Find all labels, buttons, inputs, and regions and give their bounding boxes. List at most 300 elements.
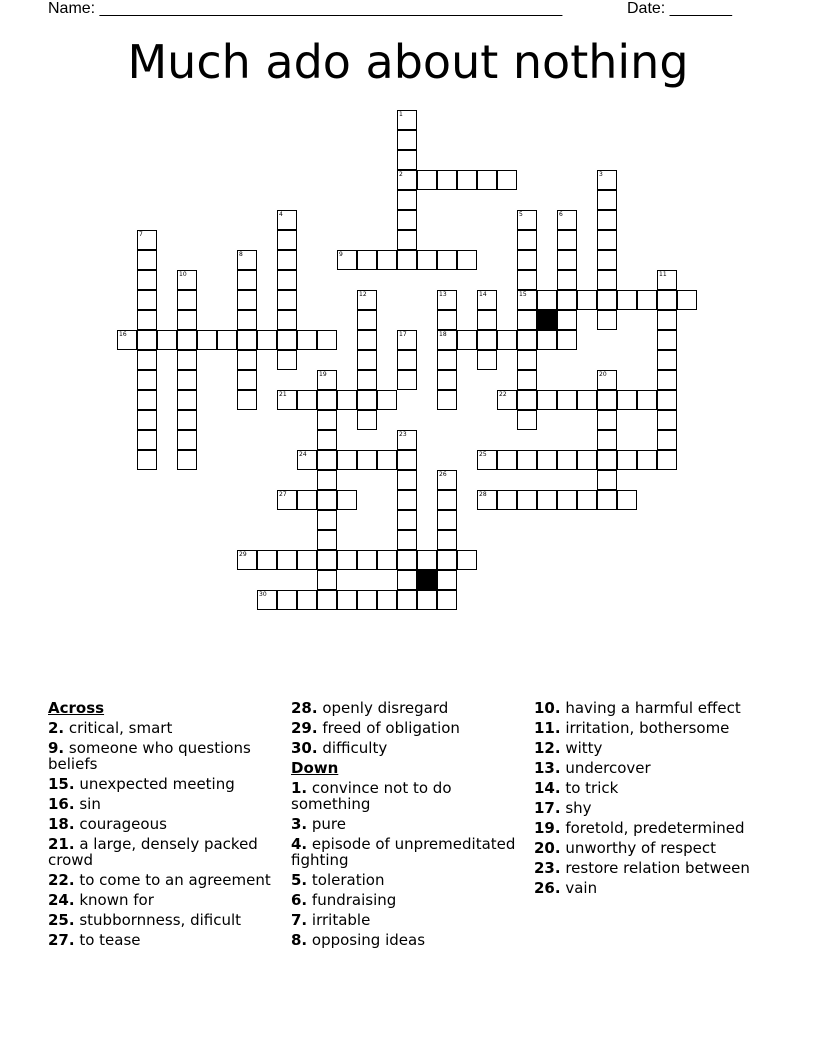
grid-cell[interactable] — [577, 290, 597, 310]
grid-cell[interactable] — [317, 490, 337, 510]
grid-cell[interactable] — [237, 250, 257, 270]
grid-cell[interactable] — [397, 570, 417, 590]
clue-number-label: 19. — [534, 819, 561, 837]
grid-cell[interactable] — [517, 270, 537, 290]
grid-cell[interactable] — [557, 490, 577, 510]
clue-number: 27 — [279, 491, 287, 498]
clue-number: 12 — [359, 291, 367, 298]
grid-cell[interactable] — [617, 390, 637, 410]
grid-cell[interactable] — [237, 290, 257, 310]
grid-cell[interactable] — [437, 470, 457, 490]
clue-text: unexpected meeting — [74, 775, 235, 793]
grid-cell[interactable] — [197, 330, 217, 350]
grid-cell[interactable] — [637, 450, 657, 470]
grid-cell[interactable] — [297, 490, 317, 510]
grid-cell[interactable] — [397, 370, 417, 390]
clue-number-label: 28. — [291, 699, 318, 717]
grid-cell[interactable] — [597, 290, 617, 310]
grid-cell[interactable] — [137, 450, 157, 470]
grid-cell[interactable] — [397, 230, 417, 250]
clue-item — [534, 800, 770, 816]
clue-item — [291, 780, 527, 812]
clue-number: 11 — [659, 271, 667, 278]
grid-cell[interactable] — [317, 390, 337, 410]
grid-cell[interactable] — [317, 410, 337, 430]
clue-number: 17 — [399, 331, 407, 338]
clue-text: unworthy of respect — [560, 839, 716, 857]
grid-cell[interactable] — [357, 350, 377, 370]
grid-cell[interactable] — [557, 270, 577, 290]
grid-cell[interactable] — [577, 450, 597, 470]
grid-cell[interactable] — [277, 350, 297, 370]
grid-cell[interactable] — [537, 490, 557, 510]
grid-cell[interactable] — [317, 370, 337, 390]
clue-text: someone who questions beliefs — [48, 739, 251, 773]
grid-cell[interactable] — [457, 250, 477, 270]
grid-cell[interactable] — [537, 330, 557, 350]
grid-black-square — [417, 570, 437, 590]
grid-cell[interactable] — [517, 250, 537, 270]
grid-cell[interactable] — [397, 590, 417, 610]
grid-cell[interactable] — [417, 550, 437, 570]
clue-number-label: 4. — [291, 835, 308, 853]
clue-item — [291, 740, 527, 756]
grid-cell[interactable] — [557, 290, 577, 310]
grid-cell[interactable] — [397, 130, 417, 150]
clue-number: 7 — [139, 231, 143, 238]
grid-cell[interactable] — [537, 390, 557, 410]
clue-number-label: 6. — [291, 891, 308, 909]
grid-cell[interactable] — [637, 390, 657, 410]
grid-cell[interactable] — [277, 590, 297, 610]
grid-cell[interactable] — [517, 390, 537, 410]
grid-cell[interactable] — [557, 310, 577, 330]
clue-item — [48, 720, 284, 736]
grid-cell[interactable] — [657, 270, 677, 290]
clue-item — [291, 700, 527, 716]
grid-cell[interactable] — [137, 270, 157, 290]
grid-cell[interactable] — [337, 390, 357, 410]
clue-number-label: 7. — [291, 911, 308, 929]
clue-text: restore relation between — [560, 859, 750, 877]
grid-cell[interactable] — [677, 290, 697, 310]
clue-item — [534, 820, 770, 836]
clue-item — [291, 836, 527, 868]
grid-cell[interactable] — [597, 490, 617, 510]
grid-cell[interactable] — [317, 330, 337, 350]
grid-cell[interactable] — [517, 230, 537, 250]
clue-text: witty — [560, 739, 603, 757]
grid-cell[interactable] — [657, 330, 677, 350]
clue-number-label: 27. — [48, 931, 75, 949]
grid-cell[interactable] — [557, 450, 577, 470]
grid-cell[interactable] — [137, 290, 157, 310]
grid-cell[interactable] — [277, 490, 297, 510]
grid-cell[interactable] — [437, 510, 457, 530]
grid-cell[interactable] — [337, 490, 357, 510]
grid-cell[interactable] — [137, 430, 157, 450]
grid-cell[interactable] — [477, 170, 497, 190]
clue-text: known for — [74, 891, 154, 909]
grid-cell[interactable] — [397, 450, 417, 470]
grid-cell[interactable] — [237, 550, 257, 570]
grid-cell[interactable] — [397, 210, 417, 230]
grid-cell[interactable] — [357, 390, 377, 410]
clue-text: a large, densely packed crowd — [48, 835, 258, 869]
clue-text: courageous — [74, 815, 167, 833]
clue-item — [291, 932, 527, 948]
clue-number-label: 12. — [534, 739, 561, 757]
grid-cell[interactable] — [497, 490, 517, 510]
grid-cell[interactable] — [597, 450, 617, 470]
grid-cell[interactable] — [357, 290, 377, 310]
grid-cell[interactable] — [517, 330, 537, 350]
clue-item — [534, 780, 770, 796]
grid-cell[interactable] — [417, 170, 437, 190]
clue-text: toleration — [307, 871, 385, 889]
grid-cell[interactable] — [277, 330, 297, 350]
grid-cell[interactable] — [397, 430, 417, 450]
grid-cell[interactable] — [177, 410, 197, 430]
clue-number: 23 — [399, 431, 407, 438]
clue-number: 10 — [179, 271, 187, 278]
grid-cell[interactable] — [477, 450, 497, 470]
grid-cell[interactable] — [357, 250, 377, 270]
grid-cell[interactable] — [417, 250, 437, 270]
grid-cell[interactable] — [177, 450, 197, 470]
grid-cell[interactable] — [517, 370, 537, 390]
clue-item — [48, 892, 284, 908]
grid-cell[interactable] — [517, 310, 537, 330]
grid-cell[interactable] — [137, 350, 157, 370]
grid-cell[interactable] — [137, 230, 157, 250]
grid-cell[interactable] — [377, 550, 397, 570]
grid-cell[interactable] — [137, 250, 157, 270]
grid-cell[interactable] — [377, 450, 397, 470]
grid-cell[interactable] — [337, 550, 357, 570]
grid-cell[interactable] — [437, 570, 457, 590]
date-field[interactable]: Date: _______ — [627, 0, 732, 17]
grid-cell[interactable] — [657, 390, 677, 410]
grid-cell[interactable] — [177, 370, 197, 390]
clue-number-label: 30. — [291, 739, 318, 757]
clue-number-label: 21. — [48, 835, 75, 853]
grid-cell[interactable] — [557, 230, 577, 250]
grid-cell[interactable] — [177, 270, 197, 290]
grid-cell[interactable] — [557, 250, 577, 270]
grid-cell[interactable] — [317, 550, 337, 570]
grid-cell[interactable] — [437, 550, 457, 570]
clue-number: 20 — [599, 371, 607, 378]
clue-number-label: 25. — [48, 911, 75, 929]
grid-cell[interactable] — [117, 330, 137, 350]
grid-cell[interactable] — [297, 390, 317, 410]
grid-cell[interactable] — [337, 450, 357, 470]
clue-number-label: 10. — [534, 699, 561, 717]
grid-cell[interactable] — [597, 390, 617, 410]
grid-cell[interactable] — [437, 330, 457, 350]
grid-cell[interactable] — [237, 370, 257, 390]
grid-cell[interactable] — [477, 350, 497, 370]
grid-cell[interactable] — [437, 250, 457, 270]
grid-cell[interactable] — [437, 530, 457, 550]
down-heading: Down — [291, 759, 339, 777]
grid-cell[interactable] — [557, 390, 577, 410]
grid-cell[interactable] — [597, 410, 617, 430]
clue-number: 26 — [439, 471, 447, 478]
grid-cell[interactable] — [237, 350, 257, 370]
grid-cell[interactable] — [437, 590, 457, 610]
grid-cell[interactable] — [597, 230, 617, 250]
grid-cell[interactable] — [317, 430, 337, 450]
grid-cell[interactable] — [397, 330, 417, 350]
clue-number-label: 17. — [534, 799, 561, 817]
grid-cell[interactable] — [657, 350, 677, 370]
grid-cell[interactable] — [177, 390, 197, 410]
grid-cell[interactable] — [317, 450, 337, 470]
grid-cell[interactable] — [497, 330, 517, 350]
grid-cell[interactable] — [237, 330, 257, 350]
grid-cell[interactable] — [397, 150, 417, 170]
grid-cell[interactable] — [517, 450, 537, 470]
grid-cell[interactable] — [177, 290, 197, 310]
grid-cell[interactable] — [477, 330, 497, 350]
clue-text: freed of obligation — [317, 719, 460, 737]
grid-cell[interactable] — [457, 550, 477, 570]
grid-cell[interactable] — [337, 250, 357, 270]
grid-cell[interactable] — [237, 390, 257, 410]
grid-cell[interactable] — [537, 290, 557, 310]
grid-cell[interactable] — [237, 270, 257, 290]
grid-cell[interactable] — [157, 330, 177, 350]
grid-cell[interactable] — [617, 450, 637, 470]
grid-cell[interactable] — [637, 290, 657, 310]
grid-cell[interactable] — [617, 290, 637, 310]
grid-cell[interactable] — [397, 170, 417, 190]
clue-number: 21 — [279, 391, 287, 398]
grid-cell[interactable] — [617, 490, 637, 510]
grid-cell[interactable] — [397, 190, 417, 210]
grid-cell[interactable] — [437, 310, 457, 330]
grid-cell[interactable] — [297, 550, 317, 570]
grid-cell[interactable] — [277, 390, 297, 410]
clue-text: fundraising — [307, 891, 397, 909]
clue-text: episode of unpremeditated fighting — [291, 835, 516, 869]
grid-cell[interactable] — [177, 310, 197, 330]
name-field[interactable]: Name: ____________________________________________________ — [48, 0, 563, 17]
grid-cell[interactable] — [657, 310, 677, 330]
grid-cell[interactable] — [557, 210, 577, 230]
grid-cell[interactable] — [397, 510, 417, 530]
clue-number: 2 — [399, 171, 403, 178]
grid-cell[interactable] — [317, 510, 337, 530]
grid-cell[interactable] — [397, 110, 417, 130]
grid-cell[interactable] — [137, 390, 157, 410]
clue-item — [291, 892, 527, 908]
clue-text: having a harmful effect — [560, 699, 741, 717]
clue-number: 19 — [319, 371, 327, 378]
grid-cell[interactable] — [657, 450, 677, 470]
grid-cell[interactable] — [517, 490, 537, 510]
clue-number: 28 — [479, 491, 487, 498]
grid-cell[interactable] — [357, 550, 377, 570]
grid-cell[interactable] — [277, 310, 297, 330]
grid-cell[interactable] — [397, 350, 417, 370]
grid-cell[interactable] — [397, 470, 417, 490]
clue-number: 22 — [499, 391, 507, 398]
grid-cell[interactable] — [657, 410, 677, 430]
grid-cell[interactable] — [217, 330, 237, 350]
grid-cell[interactable] — [657, 430, 677, 450]
grid-cell[interactable] — [517, 290, 537, 310]
grid-cell[interactable] — [357, 330, 377, 350]
grid-cell[interactable] — [377, 590, 397, 610]
grid-cell[interactable] — [137, 370, 157, 390]
grid-cell[interactable] — [277, 290, 297, 310]
clue-item — [48, 740, 284, 772]
grid-cell[interactable] — [177, 350, 197, 370]
clue-text: irritation, bothersome — [560, 719, 730, 737]
grid-cell[interactable] — [357, 370, 377, 390]
grid-cell[interactable] — [137, 410, 157, 430]
puzzle-title: Much ado about nothing — [127, 35, 689, 89]
grid-cell[interactable] — [277, 210, 297, 230]
clue-number-label: 16. — [48, 795, 75, 813]
grid-cell[interactable] — [257, 590, 277, 610]
clue-number-label: 5. — [291, 871, 308, 889]
grid-cell[interactable] — [437, 170, 457, 190]
grid-cell[interactable] — [137, 310, 157, 330]
grid-cell[interactable] — [457, 330, 477, 350]
grid-cell[interactable] — [397, 250, 417, 270]
clue-item — [291, 912, 527, 928]
grid-cell[interactable] — [437, 350, 457, 370]
clue-item — [534, 840, 770, 856]
clue-text: to tease — [74, 931, 141, 949]
down-clues-b — [534, 700, 770, 896]
clue-item — [48, 836, 284, 868]
grid-cell[interactable] — [577, 490, 597, 510]
grid-cell[interactable] — [357, 310, 377, 330]
grid-cell[interactable] — [437, 290, 457, 310]
grid-cell[interactable] — [417, 590, 437, 610]
grid-cell[interactable] — [597, 170, 617, 190]
clue-text: sin — [74, 795, 101, 813]
clue-text: shy — [560, 799, 592, 817]
grid-cell[interactable] — [577, 390, 597, 410]
grid-cell[interactable] — [597, 250, 617, 270]
grid-cell[interactable] — [397, 550, 417, 570]
grid-cell[interactable] — [597, 210, 617, 230]
grid-cell[interactable] — [597, 190, 617, 210]
grid-cell[interactable] — [317, 530, 337, 550]
grid-cell[interactable] — [257, 550, 277, 570]
grid-cell[interactable] — [357, 410, 377, 430]
grid-cell[interactable] — [317, 570, 337, 590]
clue-number: 18 — [439, 331, 447, 338]
grid-cell[interactable] — [517, 210, 537, 230]
grid-black-square — [537, 310, 557, 330]
grid-cell[interactable] — [297, 450, 317, 470]
clue-item — [48, 932, 284, 948]
clue-number: 13 — [439, 291, 447, 298]
clue-number-label: 20. — [534, 839, 561, 857]
grid-cell[interactable] — [437, 370, 457, 390]
grid-cell[interactable] — [597, 370, 617, 390]
grid-cell[interactable] — [537, 450, 557, 470]
grid-cell[interactable] — [257, 330, 277, 350]
clue-number: 8 — [239, 251, 243, 258]
grid-cell[interactable] — [597, 470, 617, 490]
grid-cell[interactable] — [477, 310, 497, 330]
grid-cell[interactable] — [437, 390, 457, 410]
grid-cell[interactable] — [657, 290, 677, 310]
grid-cell[interactable] — [317, 470, 337, 490]
grid-cell[interactable] — [657, 370, 677, 390]
clue-number: 3 — [599, 171, 603, 178]
grid-cell[interactable] — [597, 270, 617, 290]
grid-cell[interactable] — [377, 390, 397, 410]
clue-number-label: 9. — [48, 739, 65, 757]
down-clues-a — [291, 780, 527, 948]
clue-number-label: 8. — [291, 931, 308, 949]
grid-cell[interactable] — [317, 590, 337, 610]
grid-cell[interactable] — [177, 430, 197, 450]
grid-cell[interactable] — [597, 310, 617, 330]
clue-item — [534, 740, 770, 756]
grid-cell[interactable] — [477, 290, 497, 310]
grid-cell[interactable] — [377, 250, 397, 270]
grid-cell[interactable] — [277, 270, 297, 290]
grid-cell[interactable] — [437, 490, 457, 510]
grid-cell[interactable] — [517, 350, 537, 370]
grid-cell[interactable] — [397, 490, 417, 510]
grid-cell[interactable] — [237, 310, 257, 330]
clue-text: vain — [560, 879, 598, 897]
grid-cell[interactable] — [357, 450, 377, 470]
clue-number: 1 — [399, 111, 403, 118]
clue-item — [534, 760, 770, 776]
grid-cell[interactable] — [557, 330, 577, 350]
grid-cell[interactable] — [517, 410, 537, 430]
clue-item — [48, 816, 284, 832]
grid-cell[interactable] — [497, 390, 517, 410]
grid-cell[interactable] — [477, 490, 497, 510]
grid-cell[interactable] — [297, 330, 317, 350]
clue-text: difficulty — [317, 739, 388, 757]
grid-cell[interactable] — [137, 330, 157, 350]
grid-cell[interactable] — [497, 170, 517, 190]
grid-cell[interactable] — [457, 170, 477, 190]
clue-number-label: 3. — [291, 815, 308, 833]
grid-cell[interactable] — [177, 330, 197, 350]
grid-cell[interactable] — [277, 250, 297, 270]
across-clues-a — [48, 720, 284, 948]
grid-cell[interactable] — [597, 430, 617, 450]
clue-number: 14 — [479, 291, 487, 298]
grid-cell[interactable] — [357, 590, 377, 610]
clue-number-label: 26. — [534, 879, 561, 897]
grid-cell[interactable] — [277, 230, 297, 250]
clue-text: undercover — [560, 759, 651, 777]
clue-number-label: 2. — [48, 719, 65, 737]
grid-cell[interactable] — [277, 550, 297, 570]
grid-cell[interactable] — [297, 590, 317, 610]
grid-cell[interactable] — [337, 590, 357, 610]
grid-cell[interactable] — [397, 530, 417, 550]
clue-number: 24 — [299, 451, 307, 458]
grid-cell[interactable] — [497, 450, 517, 470]
